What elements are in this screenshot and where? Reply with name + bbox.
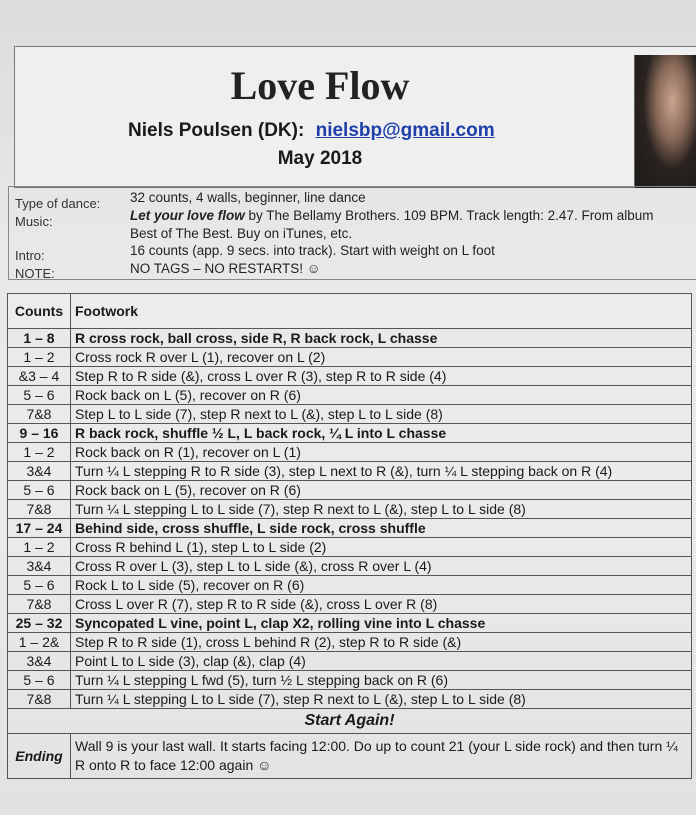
music-label: Music: (15, 214, 53, 229)
intro-label: Intro: (15, 248, 45, 263)
step-row (8, 462, 692, 481)
step-row (8, 652, 692, 671)
step-count: 7&8 (8, 500, 71, 519)
music-value (130, 208, 653, 223)
step-row (8, 576, 692, 595)
author-email-link[interactable]: nielsbp@gmail.com (315, 120, 495, 141)
step-text: Step R to R side (1), cross L behind R (2), step R to R side (&) (71, 633, 692, 652)
step-text: Turn ¼ L stepping L to L side (7), step R next to L (&), step L to L side (8) (71, 500, 692, 519)
step-count: 3&4 (8, 652, 71, 671)
table-header-row (8, 294, 692, 329)
note-value: NO TAGS – NO RESTARTS! ☺ (130, 261, 321, 276)
note-label: NOTE: (15, 266, 55, 281)
step-row (8, 348, 692, 367)
step-text: Syncopated L vine, point L, clap X2, rolling vine into L chasse (71, 614, 692, 633)
step-row (8, 481, 692, 500)
step-count: 5 – 6 (8, 671, 71, 690)
type-value: 32 counts, 4 walls, beginner, line dance (130, 190, 366, 205)
author-name: Niels Poulsen (DK): (128, 120, 305, 141)
step-row (8, 690, 692, 709)
step-count: 3&4 (8, 557, 71, 576)
step-text: R back rock, shuffle ½ L, L back rock, ¼ L into L chasse (71, 424, 692, 443)
music-song: Let your love flow (130, 208, 245, 223)
step-row (8, 443, 692, 462)
section-row (8, 329, 692, 348)
music-line2: Best of The Best. Buy on iTunes, etc. (130, 226, 353, 241)
section-row (8, 424, 692, 443)
start-again: Start Again! (8, 709, 692, 734)
step-row (8, 557, 692, 576)
steps-body (8, 329, 692, 709)
step-count: &3 – 4 (8, 367, 71, 386)
step-count: 1 – 2& (8, 633, 71, 652)
step-count: 5 – 6 (8, 386, 71, 405)
intro-value: 16 counts (app. 9 secs. into track). Start with weight on L foot (130, 243, 495, 258)
step-count: 5 – 6 (8, 481, 71, 500)
choreographer-photo (634, 55, 696, 188)
step-count: 1 – 2 (8, 538, 71, 557)
step-text: Point L to L side (3), clap (&), clap (4) (71, 652, 692, 671)
dance-title: Love Flow (230, 63, 410, 108)
ending-label: Ending (8, 734, 71, 779)
step-count: 3&4 (8, 462, 71, 481)
step-row (8, 671, 692, 690)
step-count: 7&8 (8, 405, 71, 424)
step-text: Cross L over R (7), step R to R side (&), cross L over R (8) (71, 595, 692, 614)
music-rest: by The Bellamy Brothers. 109 BPM. Track length: 2.47. From album (248, 208, 654, 223)
step-count: 7&8 (8, 690, 71, 709)
step-text: Cross rock R over L (1), recover on L (2) (71, 348, 692, 367)
step-text: Step L to L side (7), step R next to L (&), step L to L side (8) (71, 405, 692, 424)
step-row (8, 633, 692, 652)
counts-header: Counts (8, 294, 71, 329)
step-row (8, 595, 692, 614)
step-text: R cross rock, ball cross, side R, R back rock, L chasse (71, 329, 692, 348)
step-text: Step R to R side (&), cross L over R (3), step R to R side (4) (71, 367, 692, 386)
date: May 2018 (277, 148, 363, 169)
type-label: Type of dance: (15, 196, 101, 211)
step-count: 5 – 6 (8, 576, 71, 595)
step-row (8, 367, 692, 386)
step-text: Turn ¼ L stepping L to L side (7), step R next to L (&), step L to L side (8) (71, 690, 692, 709)
step-row (8, 500, 692, 519)
author-line (128, 120, 495, 142)
step-text: Rock back on R (1), recover on L (1) (71, 443, 692, 462)
start-again-row (8, 709, 692, 734)
step-text: Cross R behind L (1), step L to L side (2) (71, 538, 692, 557)
step-count: 1 – 2 (8, 443, 71, 462)
step-count: 17 – 24 (8, 519, 71, 538)
step-count: 25 – 32 (8, 614, 71, 633)
step-text: Turn ¼ L stepping R to R side (3), step L next to R (&), turn ¼ L stepping back on R (4) (71, 462, 692, 481)
section-row (8, 519, 692, 538)
step-text: Rock back on L (5), recover on R (6) (71, 386, 692, 405)
step-text: Turn ¼ L stepping L fwd (5), turn ½ L stepping back on R (6) (71, 671, 692, 690)
step-count: 1 – 2 (8, 348, 71, 367)
step-count: 9 – 16 (8, 424, 71, 443)
step-count: 1 – 8 (8, 329, 71, 348)
step-text: Behind side, cross shuffle, L side rock, cross shuffle (71, 519, 692, 538)
step-row (8, 386, 692, 405)
step-text: Rock L to L side (5), recover on R (6) (71, 576, 692, 595)
ending-text: Wall 9 is your last wall. It starts facing 12:00. Do up to count 21 (your L side rock) and then turn ¼ R onto R to face 12:00 again ☺ (71, 734, 692, 779)
step-row (8, 538, 692, 557)
step-text: Rock back on L (5), recover on R (6) (71, 481, 692, 500)
section-row (8, 614, 692, 633)
ending-row (8, 734, 692, 779)
step-count: 7&8 (8, 595, 71, 614)
footwork-header: Footwork (71, 294, 692, 329)
step-row (8, 405, 692, 424)
steps-table (7, 293, 692, 779)
step-text: Cross R over L (3), step L to L side (&), cross R over L (4) (71, 557, 692, 576)
